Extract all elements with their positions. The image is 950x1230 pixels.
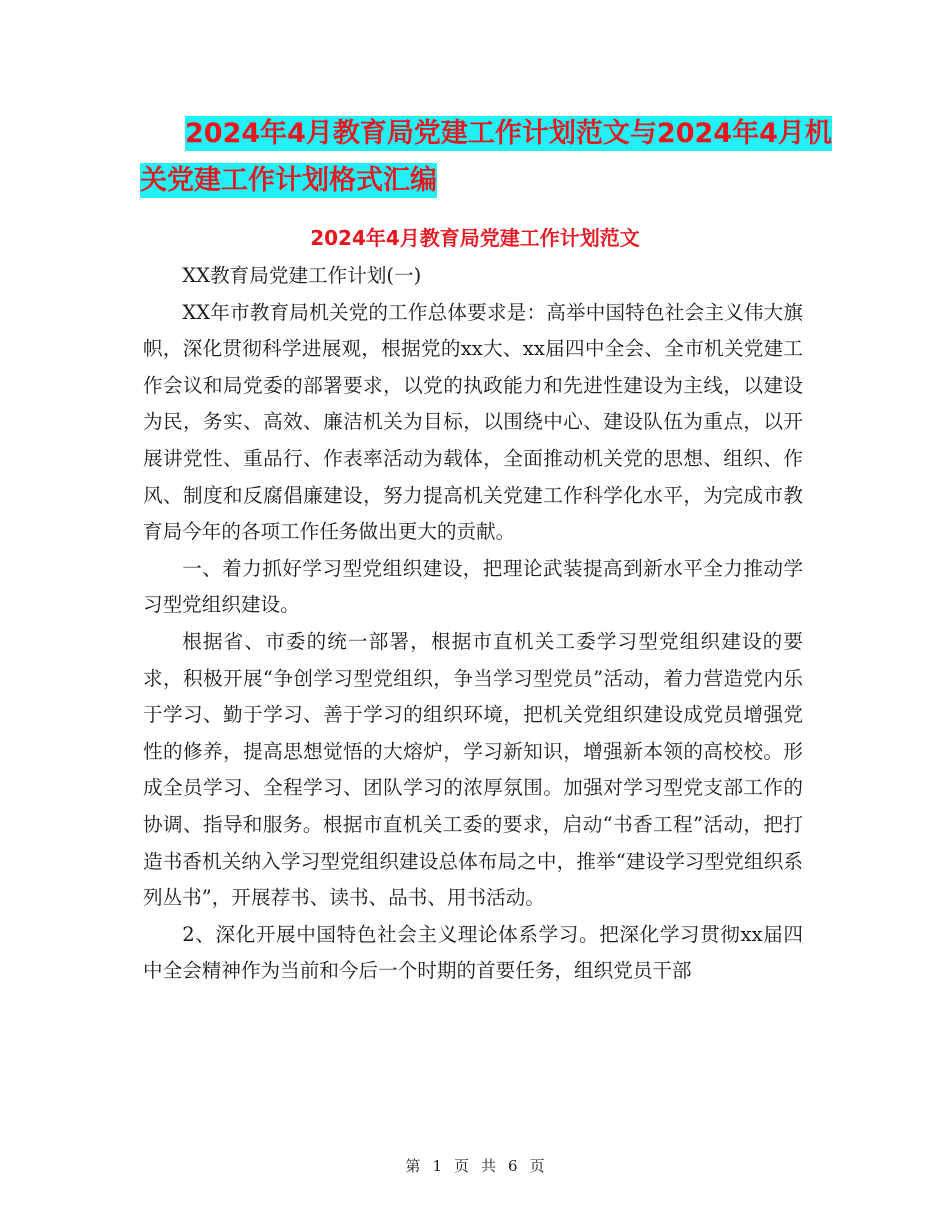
paragraph: 一、着力抓好学习型党组织建设，把理论武装提高到新水平全力推动学习型党组织建设。	[143, 556, 803, 617]
page-unit: 页	[453, 1157, 469, 1175]
paragraph: XX年市教育局机关党的工作总体要求是：高举中国特色社会主义伟大旗帜，深化贯彻科学进展观，根据党的xx大、xx届四中全会、全市机关党建工作会议和局党委的部署要求，以党的执政能力和先进性建设为主线，以建设为民，务实、高效、廉洁机关为目标，以围绕中心、建设队伍为重点，以开展讲党性、重品行、作表率活动为载体，全面推动机关党的思想、组织、作风、制度和反腐倡廉建设，努力提高机关党建工作科学化水平，为完成市教育局今年的各项工作任务做出更大的贡献。	[143, 300, 803, 544]
page-label: 第	[405, 1157, 421, 1175]
page-current: 1	[432, 1157, 442, 1175]
page-total: 6	[508, 1157, 518, 1175]
total-unit: 页	[529, 1157, 545, 1175]
paragraph-heading: XX教育局党建工作计划(一)	[182, 264, 422, 287]
document-title	[140, 110, 832, 204]
paragraph: 根据省、市委的统一部署，根据市直机关工委学习型党组织建设的要求，积极开展“争创学习型党组织，争当学习型党员”活动，着力营造党内乐于学习、勤于学习、善于学习的组织环境，把机关党组织建设成党员增强党性的修养，提高思想觉悟的大熔炉，学习新知识，增强新本领的高校校。形成全员学习、全程学习、团队学习的浓厚氛围。加强对学习型党支部工作的协调、指导和服务。根据市直机关工委的要求，启动“书香工程”活动，把打造书香机关纳入学习型党组织建设总体布局之中，推举“建设学习型党组织系列丛书”，开展荐书、读书、品书、用书活动。	[143, 629, 803, 910]
total-label: 共	[481, 1157, 497, 1175]
paragraph: 2、深化开展中国特色社会主义理论体系学习。把深化学习贯彻xx届四中全会精神作为当前和今后一个时期的首要任务，组织党员干部	[143, 922, 803, 983]
document-body	[143, 258, 803, 990]
title-line-2: 关党建工作计划格式汇编	[140, 165, 437, 196]
section-title: 2024年4月教育局党建工作计划范文	[310, 226, 640, 250]
page-footer	[0, 1155, 950, 1176]
title-line-1: 2024年4月教育局党建工作计划范文与2024年4月机	[185, 118, 832, 149]
